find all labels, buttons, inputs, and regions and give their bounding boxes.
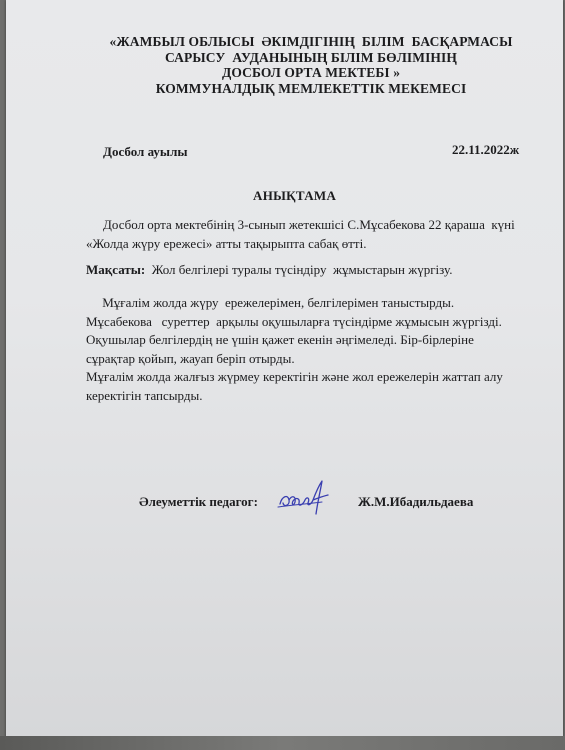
- body-line-1: Мұғалім жолда жүру ережелерімен, белгілерімен таныстырды.: [86, 295, 455, 310]
- organization-header: [106, 34, 516, 96]
- goal-statement: [86, 262, 452, 278]
- document-date: 22.11.2022ж: [452, 142, 520, 157]
- signatory-name: Ж.М.Ибадильдаева: [358, 494, 474, 509]
- intro-line-1: Досбол орта мектебінің 3-сынып жетекшісі С.Мұсабекова 22 қараша күні: [103, 217, 515, 232]
- header-line-2: САРЫСУ АУДАНЫНЫҢ БІЛІМ БӨЛІМІНІҢ: [165, 49, 457, 65]
- goal-label: Мақсаты:: [86, 262, 146, 277]
- header-line-1: «ЖАМБЫЛ ОБЛЫСЫ ӘКІМДІГІНІҢ БІЛІМ БАСҚАРМАСЫ: [109, 34, 513, 49]
- document-page: [6, 0, 563, 738]
- signature-label: Әлеуметтік педагог:: [139, 494, 258, 509]
- intro-line-2: «Жолда жүру ережесі» атты тақырыпта сабақ өтті.: [86, 236, 367, 251]
- header-line-4: КОММУНАЛДЫҚ МЕМЛЕКЕТТІК МЕКЕМЕСІ: [155, 80, 467, 96]
- body-line-6: керектігін тапсырды.: [86, 387, 203, 403]
- background-edge: [0, 736, 565, 750]
- body-line-2: Мұсабекова суреттер арқылы оқушыларға түсіндірме жұмысын жүргізді.: [86, 313, 502, 329]
- header-line-3: ДОСБОЛ ОРТА МЕКТЕБІ »: [221, 65, 401, 80]
- goal-text: Жол белгілері туралы түсіндіру жұмыстарын жүргізу.: [145, 262, 453, 277]
- body-paragraph: [86, 294, 536, 406]
- place-name: Досбол ауылы: [103, 144, 188, 159]
- handwritten-signature: [276, 478, 338, 518]
- intro-paragraph: [86, 215, 526, 253]
- body-line-4: сұрақтар қойып, жауап беріп отырды.: [86, 350, 295, 366]
- body-line-5: Мұғалім жолда жалғыз жүрмеу керектігін және жол ережелерін жаттап алу: [86, 369, 503, 385]
- body-line-3: Оқушылар белгілердің не үшін қажет екенін әңгімеледі. Бір-бірлеріне: [86, 332, 474, 348]
- document-title: АНЫҚТАМА: [253, 188, 337, 203]
